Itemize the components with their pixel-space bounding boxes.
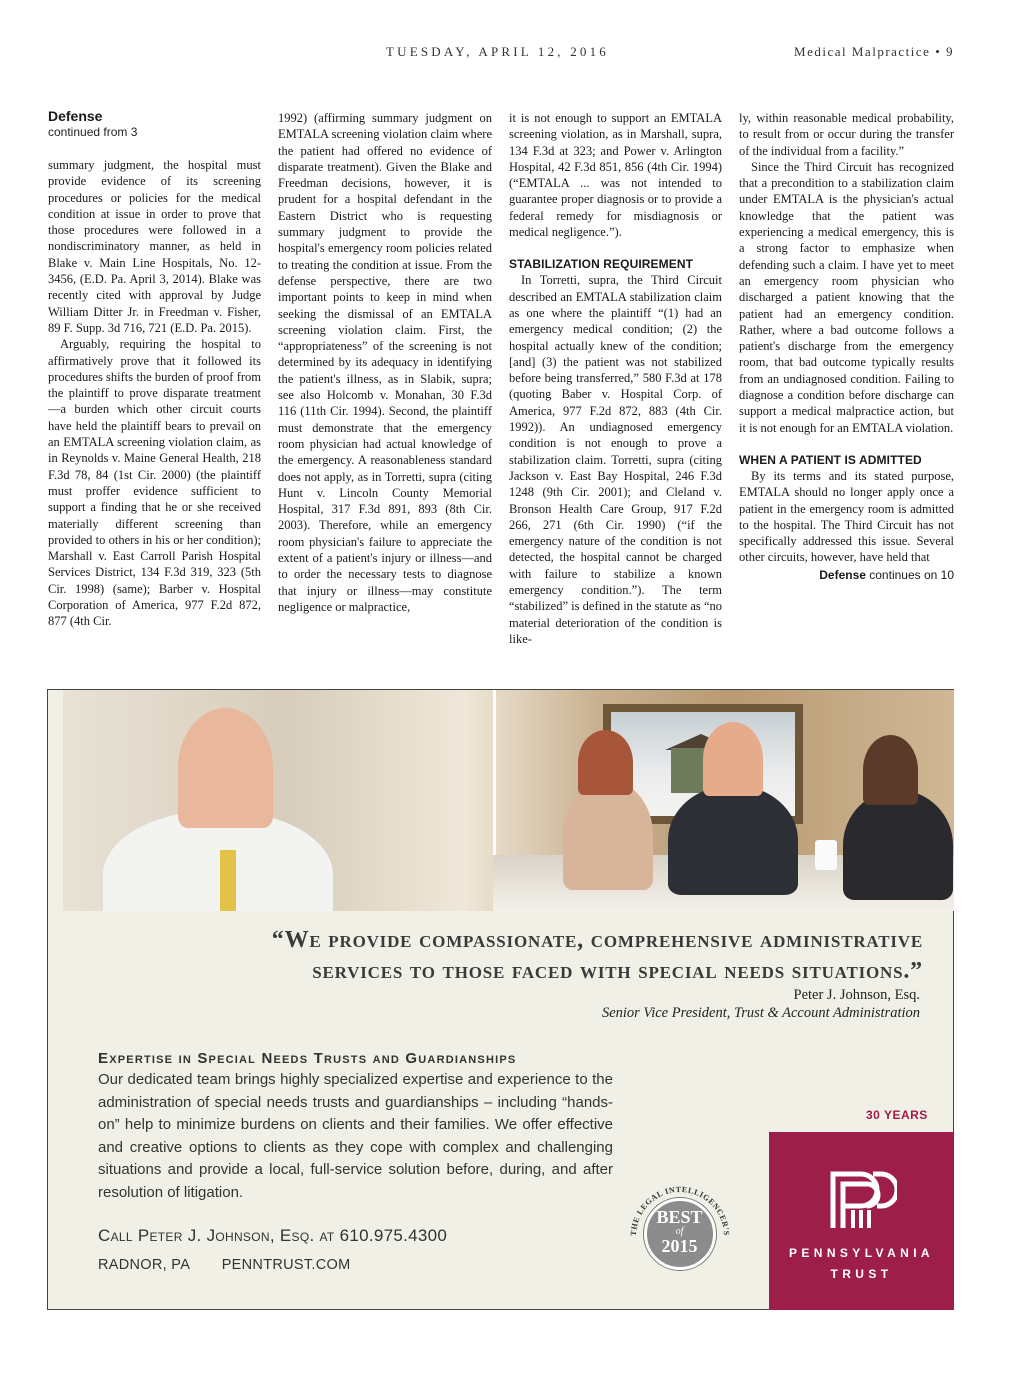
brand-box [769, 1132, 954, 1310]
brand-name-line-1: PENNSYLVANIA [788, 1246, 935, 1260]
quote-line-2: services to those faced with special needs situations.” [312, 958, 923, 984]
ad-location-line [98, 1257, 613, 1273]
attribution-name: Peter J. Johnson, Esq. [793, 987, 920, 1003]
paragraph: Arguably, requiring the hospital to affirmatively prove that it followed its procedures shifts the burden of proof from the plaintiff to prove disparate treatment—a burden which other circuit courts have held the plaintiff bears to prevail on an EMTALA screening violation claim, as in Reynolds v. Maine General Health, 218 F.3d 78, 84 (1st Cir. 2000) (the plaintiff must proffer evidence sufficient to support a finding that he or she received materially different screening than provided to others in his or her condition); Marshall v. East Carroll Parish Hospital Services District, 134 F.3d 319, 323 (5th Cir. 1998) (same); Barber v. Hospital Corporation of America, 977 F.2d 872, 877 (4th Cir. [48, 337, 261, 629]
paragraph: summary judgment, the hospital must provide evidence of its screening procedures or policies for the medical condition at issue in order to prove that those procedures were followed in a nondiscriminatory manner, as held in Blake v. Main Line Hospitals, No. 12-3456, (E.D. Pa. April 3, 2014). Blake was recently cited with approval by Judge William Ditter Jr. in Freedman v. Fisher, 89 F. Supp. 3d 716, 721 (E.D. Pa. 2015). [48, 158, 261, 335]
subheading-admitted: WHEN A PATIENT IS ADMITTED [739, 452, 922, 467]
continues-text: continues on 10 [865, 567, 954, 582]
article-column-2 [278, 110, 492, 615]
person-head [703, 722, 763, 796]
article-heading: Defense [48, 108, 103, 124]
badge-best: BEST [656, 1207, 703, 1227]
person-body [843, 790, 953, 900]
continues-label: Defense [819, 567, 866, 582]
continues-on [739, 567, 954, 583]
person-head [178, 708, 273, 828]
best-of-badge [622, 1170, 737, 1280]
brand-name-line-2: TRUST [830, 1267, 893, 1281]
advertisement [47, 689, 954, 1310]
ad-quote [188, 925, 923, 987]
ad-description: Our dedicated team brings highly specialized expertise and experience to the administration of special needs trusts and guardianships – including “hands-on” help to minimize burdens on clients and their families. We offer effective and creative options to clients as they cope with complex and challenging situations and provide a local, full-service solution before, during, and after resolution of litigation. [98, 1071, 613, 1201]
ad-call-to-action: Call Peter J. Johnson, Esq. at 610.975.4300 [98, 1226, 448, 1245]
coffee-mug [815, 840, 837, 870]
badge-of: of [675, 1226, 684, 1237]
page-header [48, 44, 954, 64]
person-head [863, 735, 918, 805]
paragraph: By its terms and its stated purpose, EMTALA should no longer apply once a patient in the emergency room is admitted to the hospital. The Third Circuit has not specifically addressed this issue. Several other circuits, however, have held that [739, 468, 954, 565]
article-column-1 [48, 108, 261, 630]
years-label: 30 YEARS [866, 1108, 928, 1122]
tie [220, 850, 236, 911]
person-body [563, 780, 653, 890]
attribution-title: Senior Vice President, Trust & Account Administration [601, 1005, 920, 1021]
ad-location: RADNOR, PA [98, 1257, 190, 1273]
person-body [668, 785, 798, 895]
paragraph: 1992) (affirming summary judgment on EMTALA screening violation claim where the patient had offered no evidence of disparate treatment). Given the Blake and Freedman decisions, however, it is prudent for a hospital defendant in the Eastern District who is requesting summary judgment to provide the hospital's emergency room policies related to treating the condition at issue. From the defense perspective, there are two important points to keep in mind when seeking the dismissal of an EMTALA screening violation claim. First, the “appropriateness” of the screening is not determined by its adequacy in identifying the patient's illness, as in Slabik, supra; see also Holcomb v. Monahan, 30 F.3d 116 (11th Cir. 1994). Second, the plaintiff must demonstrate that the emergency room physician had actual knowledge of the emergency. A reasonableness standard does not apply, as in Torretti, supra (citing Hunt v. Lincoln County Memorial Hospital, 317 F.3d 891, 893 (8th Cir. 2003). Therefore, while an emergency room physician's failure to appreciate the extent of a patient's injury or illness—and to order the necessary tests to diagnose that injury or illness—may constitute negligence or malpractice, [278, 111, 492, 614]
subheading-stabilization: STABILIZATION REQUIREMENT [509, 257, 694, 272]
badge-arc-text: THE LEGAL INTELLIGENCER'S [628, 1184, 732, 1237]
pennsylvania-trust-logo-icon [827, 1168, 897, 1230]
paragraph: Since the Third Circuit has recognized that a precondition to a stabilization claim under EMTALA is the physician's actual knowledge that the patient was experiencing a medical emergency, this is a strong factor to emphasize when defending such a claim. I have yet to meet an emergency room physician who discharged a patient knowing that the patient had an emergency condition. Rather, where a bad outcome follows a patient's discharge from the emergency room, that bad outcome typically results from an undiagnosed condition. Failing to diagnose a condition before discharge can support a medical malpractice action, but it is not enough for an EMTALA violation. [739, 159, 954, 435]
article-column-4 [739, 110, 954, 583]
paragraph: In Torretti, supra, the Third Circuit described an EMTALA stabilization claim as one where the plaintiff “(1) had an emergency medical condition; (2) the hospital actually knew of the condition; [and] (3) the patient was not stabilized before being transferred,” 580 F.3d at 178 (quoting Baber v. Hospital Corp. of America, 977 F.2d 872, 883 (4th Cir. 1992)). An undiagnosed emergency condition is not enough to prove a stabilization claim. Torretti, supra (citing Jackson v. East Bay Hospital, 246 F.3d 1248 (9th Cir. 2001); and Cleland v. Bronson Health Care Group, 917 F.2d 266, 271 (6th Cir. 1990) (“if the emergency nature of the condition is not detected, the hospital cannot be charged with failure to stabilize a known emergency condition.”). The term “stabilized” is defined in the statute as “no material deterioration of the condition is like- [509, 273, 722, 646]
paragraph: it is not enough to support an EMTALA screening violation, as in Marshall, supra, 134 F.3d at 323; and Power v. Arlington Hospital, 42 F.3d 851, 856 (4th Cir. 1994) (“EMTALA ... was not intended to guarantee proper diagnosis or to provide a federal remedy for misdiagnosis or medical negligence.”). [509, 111, 722, 240]
ad-body [98, 1050, 613, 1273]
continued-from: continued from 3 [48, 125, 138, 139]
issue-date: TUESDAY, APRIL 12, 2016 [386, 44, 610, 59]
paragraph: ly, within reasonable medical probability, to result from or occur during the transfer of the individual from a facility.” [739, 111, 954, 158]
person-head [578, 730, 633, 795]
article-column-3 [509, 110, 722, 647]
ad-photo [63, 690, 954, 911]
section-page-label: Medical Malpractice • 9 [794, 44, 954, 59]
badge-year: 2015 [661, 1236, 698, 1256]
quote-attribution [602, 986, 920, 1022]
ad-website: PENNTRUST.COM [221, 1257, 351, 1273]
quote-line-1: “We provide compassionate, comprehensive administrative [271, 927, 923, 953]
ad-heading: Expertise in Special Needs Trusts and Guardianships [98, 1050, 517, 1067]
